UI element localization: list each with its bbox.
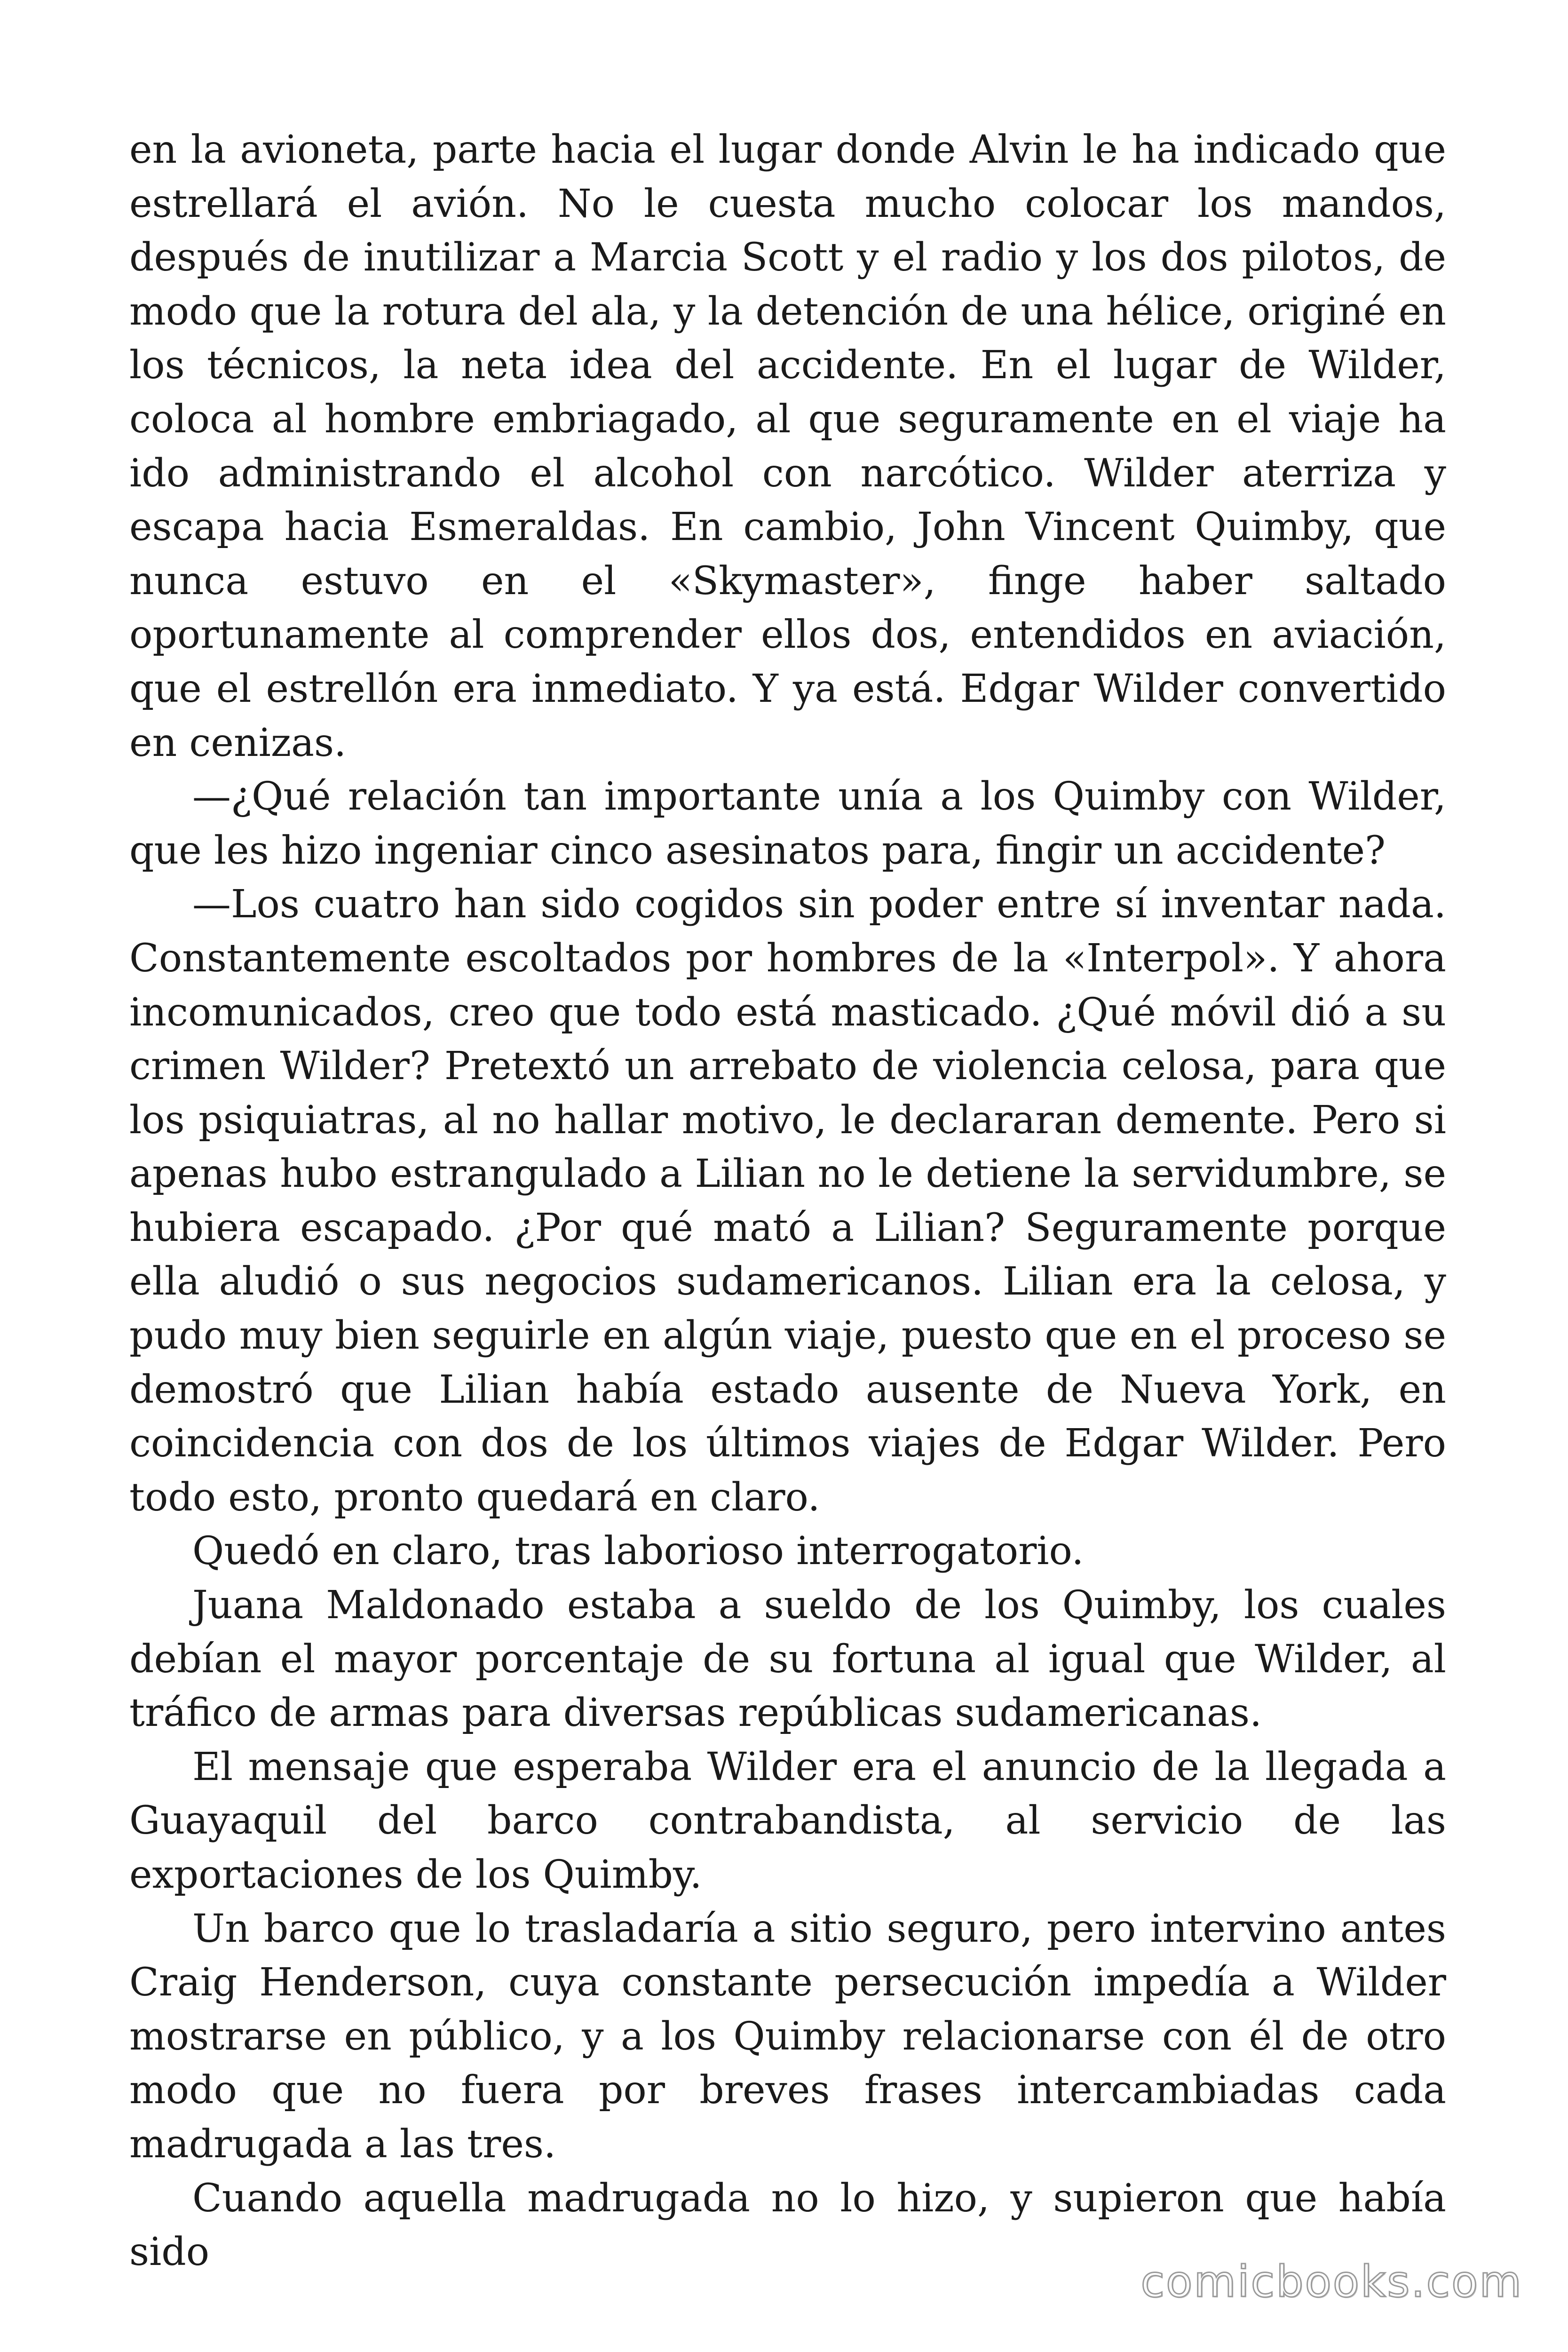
paragraph: Quedó en claro, tras laborioso interrogatorio.: [192, 1529, 1084, 1574]
paragraph: —¿Qué relación tan importante unía a los Quimby con Wilder, que les hizo ingeniar cinco asesinatos para, fingir un accidente?: [129, 774, 1446, 873]
paragraph: en la avioneta, parte hacia el lugar donde Alvin le ha indicado que estrellará el avión. No le cuesta mucho colocar los mandos, después de inutilizar a Marcia Scott y el radio y los dos pilotos, de modo que la rotura del ala, y la detención de una hélice, originé en los técnicos, la neta idea del accidente. En el lugar de Wilder, coloca al hombre embriagado, al que seguramente en el viaje ha ido administrando el alcohol con narcótico. Wilder aterriza y escapa hacia Esmeraldas. En cambio, John Vincent Quimby, que nunca estuvo en el «Skymaster», finge haber saltado oportunamente al comprender ellos dos, entendidos en aviación, que el estrellón era inmediato. Y ya está. Edgar Wilder convertido en cenizas.: [129, 127, 1446, 765]
watermark: comicbooks.com: [1140, 2257, 1523, 2307]
paragraph: El mensaje que esperaba Wilder era el anuncio de la llegada a Guayaquil del barco contrabandista, al servicio de las exportaciones de los Quimby.: [129, 1744, 1446, 1897]
paragraph: Cuando aquella madrugada no lo hizo, y supieron que había sido: [129, 2176, 1446, 2275]
body-text: [129, 123, 1446, 2280]
paragraph: Un barco que lo trasladaría a sitio seguro, pero intervino antes Craig Henderson, cuya constante persecución impedía a Wilder mostrarse en público, y a los Quimby relacionarse con él de otro modo que no fuera por breves frases intercambiadas cada madrugada a las tres.: [129, 1906, 1446, 2167]
paragraph: —Los cuatro han sido cogidos sin poder entre sí inventar nada. Constantemente escoltados por hombres de la «Interpol». Y ahora incomunicados, creo que todo está masticado. ¿Qué móvil dió a su crimen Wilder? Pretextó un arrebato de violencia celosa, para que los psiquiatras, al no hallar motivo, le declararan demente. Pero si apenas hubo estrangulado a Lilian no le detiene la servidumbre, se hubiera escapado. ¿Por qué mató a Lilian? Seguramente porque ella aludió o sus negocios sudamericanos. Lilian era la celosa, y pudo muy bien seguirle en algún viaje, puesto que en el proceso se demostró que Lilian había estado ausente de Nueva York, en coincidencia con dos de los últimos viajes de Edgar Wilder. Pero todo esto, pronto quedará en claro.: [129, 882, 1446, 1520]
paragraph: Juana Maldonado estaba a sueldo de los Quimby, los cuales debían el mayor porcentaje de su fortuna al igual que Wilder, al tráfico de armas para diversas repúblicas sudamericanas.: [129, 1583, 1446, 1736]
